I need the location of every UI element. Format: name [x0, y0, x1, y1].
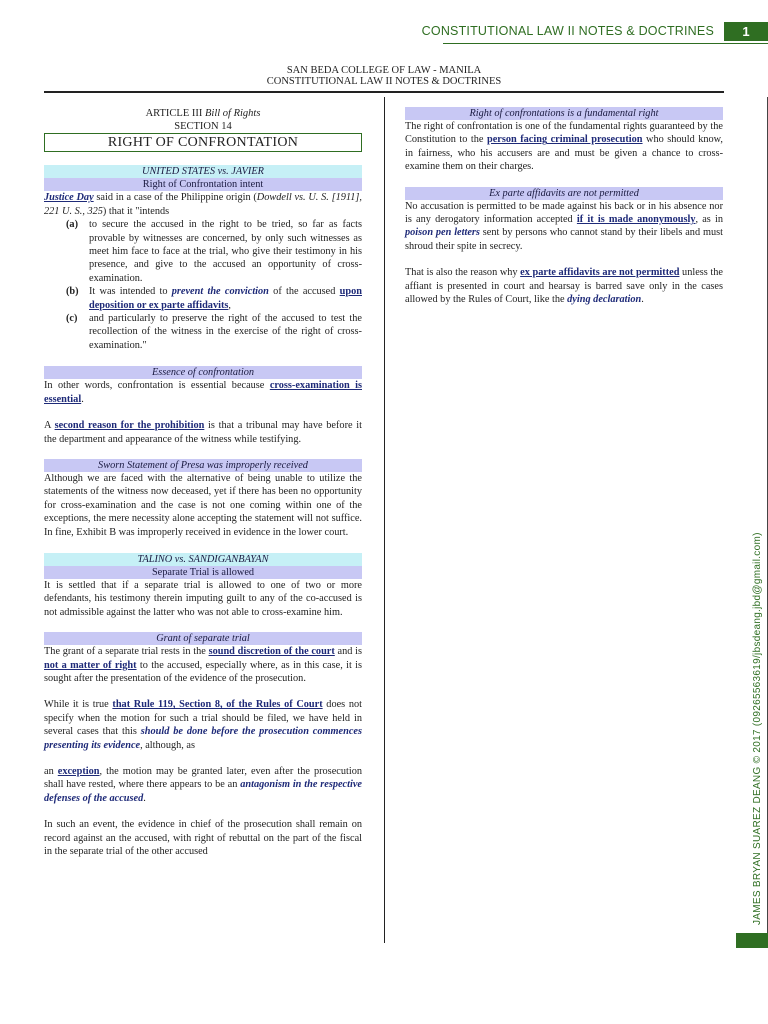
intent-list — [44, 218, 362, 352]
side-green-block — [736, 933, 768, 948]
heading-ex-parte: Ex parte affidavits are not permitted — [405, 187, 723, 200]
case-subtitle-intent: Right of Confrontation intent — [44, 178, 362, 191]
grant-paragraph-3: an exception, the motion may be granted later, even after the prosecution shall have rested, where there appears to be an antagonism in the respective defenses of the accused. — [44, 766, 362, 804]
page-title: RIGHT OF CONFRONTATION — [44, 133, 362, 152]
top-divider — [44, 91, 724, 93]
page-number: 1 — [724, 22, 768, 41]
header-title: CONSTITUTIONAL LAW II NOTES & DOCTRINES — [421, 24, 714, 38]
fundamental-paragraph: The right of confrontation is one of the fundamental rights guaranteed by the Constitution to the person facing criminal prosecution who should know, in fairness, who his accusers are and must be given a chance to cross-examine them on their charges. — [405, 121, 723, 173]
right-column — [405, 107, 723, 306]
intro-paragraph: Justice Day said in a case of the Philippine origin (Dowdell vs. U. S. [1911], 221 U. S., 325) that it "intends — [44, 192, 362, 217]
header-rule — [443, 43, 768, 44]
list-item: (c) and particularly to preserve the right of the accused to test the recollection of the witness in the exercise of the right of cross-examination." — [66, 313, 362, 351]
separate-trial-paragraph: It is settled that if a separate trial is allowed to one of two or more defendants, his testimony therein imputing guilt to any of the co-accused is not admissible against the latter who was not able to cross-examine him. — [44, 579, 362, 618]
heading-sworn-statement: Sworn Statement of Presa was improperly received — [44, 459, 362, 472]
list-item: (a) to secure the accused in the right to be tried, so far as facts provable by witnesses are concerned, by only such witnesses as meet him face to face at the trial, who give their testimony in his presence, and give to the accused an opportunity of cross-examination. — [66, 219, 362, 284]
left-column — [44, 107, 362, 858]
column-divider — [384, 97, 385, 943]
school-heading — [0, 65, 768, 87]
author-credit: JAMES BRYAN SUAREZ DEANG © 2017 (09265563619/jbsdeang.jbd@gmail.com) — [752, 532, 763, 925]
list-item: (b) It was intended to prevent the conviction of the accused upon deposition or ex parte affidavits, — [66, 286, 362, 311]
grant-paragraph-4: In such an event, the evidence in chief of the prosecution shall remain on record against an the accused, with right of rebuttal on the part of the fiscal in the separate trial of the other accused — [44, 819, 362, 858]
heading-grant-separate-trial: Grant of separate trial — [44, 632, 362, 645]
school-name: SAN BEDA COLLEGE OF LAW - MANILA — [286, 65, 482, 76]
grant-paragraph-2: While it is true that Rule 119, Section 8, of the Rules of Court does not specify when the motion for such a trial should be filed, we have held in several cases that this should be done before the prosecution commences presenting its evidence, although, as — [44, 699, 362, 751]
section-heading: SECTION 14 — [174, 121, 232, 132]
ex-parte-paragraph-2: That is also the reason why ex parte affidavits are not permitted unless the affiant is presented in court and hearsay is barred save only in the cases allowed by the Rules of Court, like the dying declaration. — [405, 267, 723, 306]
heading-essence: Essence of confrontation — [44, 366, 362, 379]
grant-paragraph-1: The grant of a separate trial rests in the sound discretion of the court and is not a matter of right to the accused, especially where, as in this case, it is sought after the presentation of the evidence of the prosecution. — [44, 646, 362, 684]
case-title-talino: TALINO vs. SANDIGANBAYAN — [44, 553, 362, 566]
article-heading: ARTICLE III Bill of Rights — [145, 108, 261, 119]
second-reason-paragraph: A second reason for the prohibition is that a tribunal may have before it the department and appearance of the witness while testifying. — [44, 420, 362, 445]
heading-fundamental-right: Right of confrontations is a fundamental right — [405, 107, 723, 120]
case-title-javier: UNITED STATES vs. JAVIER — [44, 165, 362, 178]
ex-parte-paragraph-1: No accusation is permitted to be made against his back or in his absence nor is any derogatory information accepted if it is made anonymously, as in poison pen letters sent by persons who cannot stand by their libels and must shroud their spite in secrecy. — [405, 200, 723, 252]
school-subtitle: CONSTITUTIONAL LAW II NOTES & DOCTRINES — [266, 76, 502, 87]
sworn-paragraph: Although we are faced with the alternative of being unable to utilize the statements of the witness now deceased, yet if there has been no opportunity for cross-examination and the case is not one coming within one of the exceptions, the mere necessity alone accepting the statement will not suffice. In fine, Exhibit B was improperly received in evidence in the lower court. — [44, 472, 362, 538]
essence-paragraph: In other words, confrontation is essential because cross-examination is essential. — [44, 380, 362, 405]
case-subtitle-separate-trial: Separate Trial is allowed — [44, 566, 362, 579]
